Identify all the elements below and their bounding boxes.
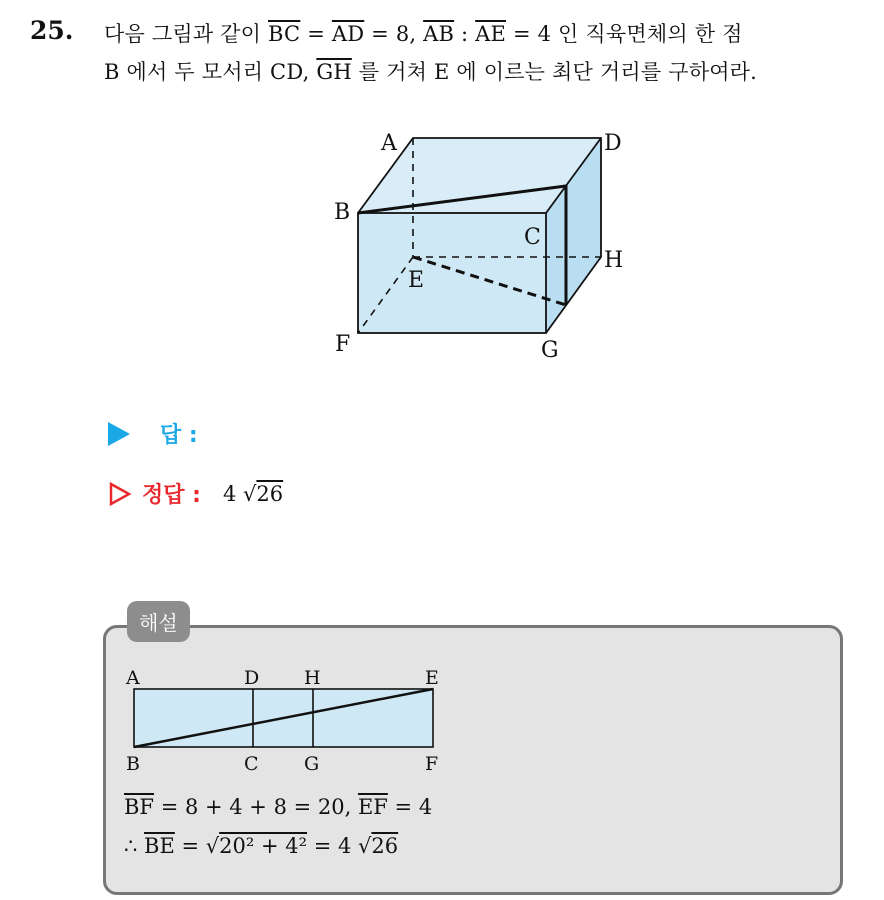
question-number: 25. [30,16,74,45]
segment-ab: $\overline{AB}$ [423,22,455,46]
question-text: 를 거쳐 E 에 이르는 최단 거리를 구하여라. [351,60,758,84]
segment-be: $\overline{BE}$ [144,834,175,858]
net-label-e: E [425,667,439,689]
segment-ad: $\overline{AD}$ [331,22,365,46]
net-label-h: H [304,667,321,689]
segment-ef: $\overline{EF}$ [357,795,388,819]
vertex-label-a: A [381,131,397,156]
net-label-f: F [425,753,439,775]
explanation-line-1: $\overline{BF} = 8 + 4 + 8 = 20$, $\overline{EF} = 4$ [124,795,433,819]
vertex-label-d: D [604,131,622,156]
vertex-label-g: G [541,338,559,363]
question-text: 다음 그림과 같이 [104,22,269,46]
answer-label: 답 : [160,423,198,448]
correct-answer-value: 4 √26 [222,481,284,506]
vertex-label-c: C [524,225,541,250]
net-label-c: C [244,753,259,775]
net-label-a: A [126,667,140,689]
segment-ae: $\overline{AE}$ [475,22,507,46]
segment-gh: $\overline{GH}$ [316,60,352,84]
net-label-b: B [126,753,140,775]
vertex-label-h: H [604,248,624,273]
vertex-label-e: E [408,268,425,293]
net-label-g: G [304,753,320,775]
correct-answer-label: 정답 : [142,483,201,508]
question-text: = 8, [364,22,424,46]
explanation-tag: 해설 [127,601,190,642]
segment-bf: $\overline{BF}$ [124,795,155,819]
explanation-line-2: ∴ $\overline{BE} = √20^2 + 4^2 = 4$ √26 [124,834,399,858]
vertex-label-f: F [335,332,351,357]
question-text: B 에서 두 모서리 CD, [104,60,317,84]
question-text: : [454,22,476,46]
net-label-d: D [244,667,260,689]
segment-bc: $\overline{BC}$ [268,22,301,46]
question-text: = [300,22,332,46]
vertex-label-b: B [334,200,351,225]
question-text: = 4 인 직육면체의 한 점 [506,22,743,46]
